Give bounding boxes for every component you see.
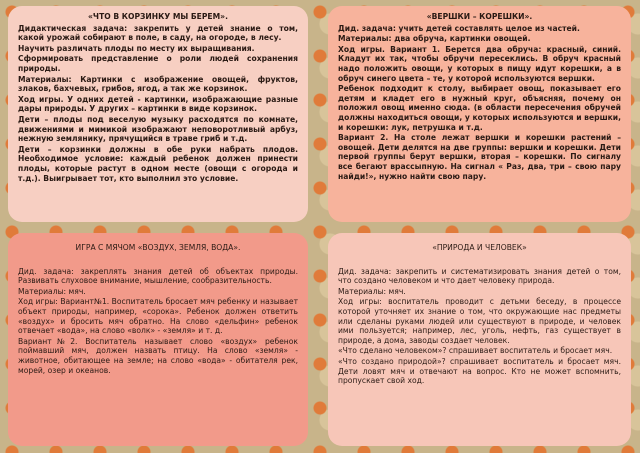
card-paragraph: Материалы: мяч. bbox=[338, 286, 406, 296]
card-paragraph: Материалы: два обруча, картинки овощей. bbox=[338, 34, 531, 44]
card-title: «ЧТО В КОРЗИНКУ МЫ БЕРЕМ». bbox=[88, 12, 228, 21]
card-title: ИГРА С МЯЧОМ «ВОЗДУХ, ЗЕМЛЯ, ВОДА». bbox=[75, 243, 241, 252]
card-paragraph: Дид. задача: закреплять знания детей об объектах природы. Развивать слуховое внимание, мышление, сообразительность. bbox=[18, 266, 298, 286]
card-title: «ВЕРШКИ – КОРЕШКИ». bbox=[426, 12, 533, 21]
card-ball-game bbox=[8, 233, 308, 446]
card-paragraph: Вариант№2. Воспитатель называет слово «воздух» ребенок поймавший мяч, должен назвать птицу. На слово «земля» - животное, обитающее на земле; на слово «вода» - обитателя рек, морей, озер и океанов. bbox=[18, 336, 298, 375]
card-paragraph: Ход игры: воспитатель проводит с детьми беседу, в процессе которой уточняет их знание о том, что окружающие нас предметы или сделаны руками людей или существуют в природе, и человек ими пользуется; например, лес, уголь, нефть, газ существует в природе, а дома, заводы создает человек. bbox=[338, 297, 621, 345]
card-paragraph: Дид. задача: учить детей составлять целое из частей. bbox=[338, 23, 580, 33]
card-paragraph: Материалы: Картинки с изображение овощей, фруктов, злаков, бахчевых, грибов, ягод, а так же корзинок. bbox=[18, 74, 298, 94]
card-paragraph: Сформировать представление о роли людей сохранения природы. bbox=[18, 54, 298, 73]
card-basket-game bbox=[8, 6, 308, 222]
card-paragraph: Дидактическая задача: закрепить у детей знание о том, какой урожай собирают в поле, в саду, на огороде, в лесу. bbox=[18, 23, 298, 43]
card-paragraph: «Что сделано человеком»? спрашивает воспитатель и бросает мяч. bbox=[338, 346, 613, 356]
card-paragraph: Материалы: мяч. bbox=[18, 286, 86, 296]
card-tops-roots-game bbox=[328, 6, 631, 222]
card-nature-man-game bbox=[328, 233, 631, 446]
card-paragraph: Ход игры: Вариант№1. Воспитатель бросает мяч ребенку и называет объект природы, например, «сорока». Ребенок должен ответить «воздух» и бросить мяч обратно. На слово «дельфин» ребенок отвечает «вода», на слово «волк» - «земля» и т. д. bbox=[18, 297, 298, 336]
card-paragraph: Дети – плоды под веселую музыку расходятся по комнате, движениями и мимикой изображают неповоротливый арбуз, нежную землянику, прячущийся в траве гриб и т.д. bbox=[18, 114, 298, 144]
card-title: «ПРИРОДА И ЧЕЛОВЕК» bbox=[432, 243, 527, 252]
card-paragraph: Ребенок подходит к столу, выбирает овощ, показывает его детям и кладет его в нужный круг, объясняя, почему он положил овощ именно сюда. (в области пересечения обручей должны находиться овощи, у которых используются и вершки, и корешки: лук, петрушка и т.д. bbox=[338, 84, 621, 132]
card-paragraph: Дид. задача: закрепить и систематизировать знания детей о том, что создано человеком и что дает человеку природа. bbox=[338, 266, 621, 286]
card-paragraph: Научить различать плоды по месту их выращивания. bbox=[18, 43, 255, 53]
card-paragraph: Ход игры. У одних детей - картинки, изображающие разные дары природы. У других – картинки в виде корзинок. bbox=[18, 94, 298, 114]
card-paragraph: Дети – корзинки должны в обе руки набрать плодов. Необходимое условие: каждый ребенок должен принести плоды, которые растут в одном месте (овощи с огорода и т.д.). Выигрывает тот, кто выполнил это условие. bbox=[18, 144, 298, 183]
card-paragraph: Ход игры. Вариант 1. Берется два обруча: красный, синий. Кладут их так, чтобы обручи пересеклись. В обруч красный надо положить овощи, у которых в пищу идут корешки, а в обруч синего цвета – те, у которой используются вершки. bbox=[338, 44, 621, 83]
card-paragraph: «Что создано природой»? спрашивает воспитатель и бросает мяч. Дети ловят мяч и отвечают на вопрос. Кто не может вспомнить, пропускает свой ход. bbox=[338, 356, 621, 386]
card-paragraph: Вариант 2. На столе лежат вершки и корешки растений – овощей. Дети делятся на две группы: вершки и корешки. Дети первой группы берут вершки, вторая – корешки. По сигналу все бегают врассыпную. На сигнал « Раз, два, три – свою пару найди!», нужно найти свою пару. bbox=[338, 133, 621, 181]
